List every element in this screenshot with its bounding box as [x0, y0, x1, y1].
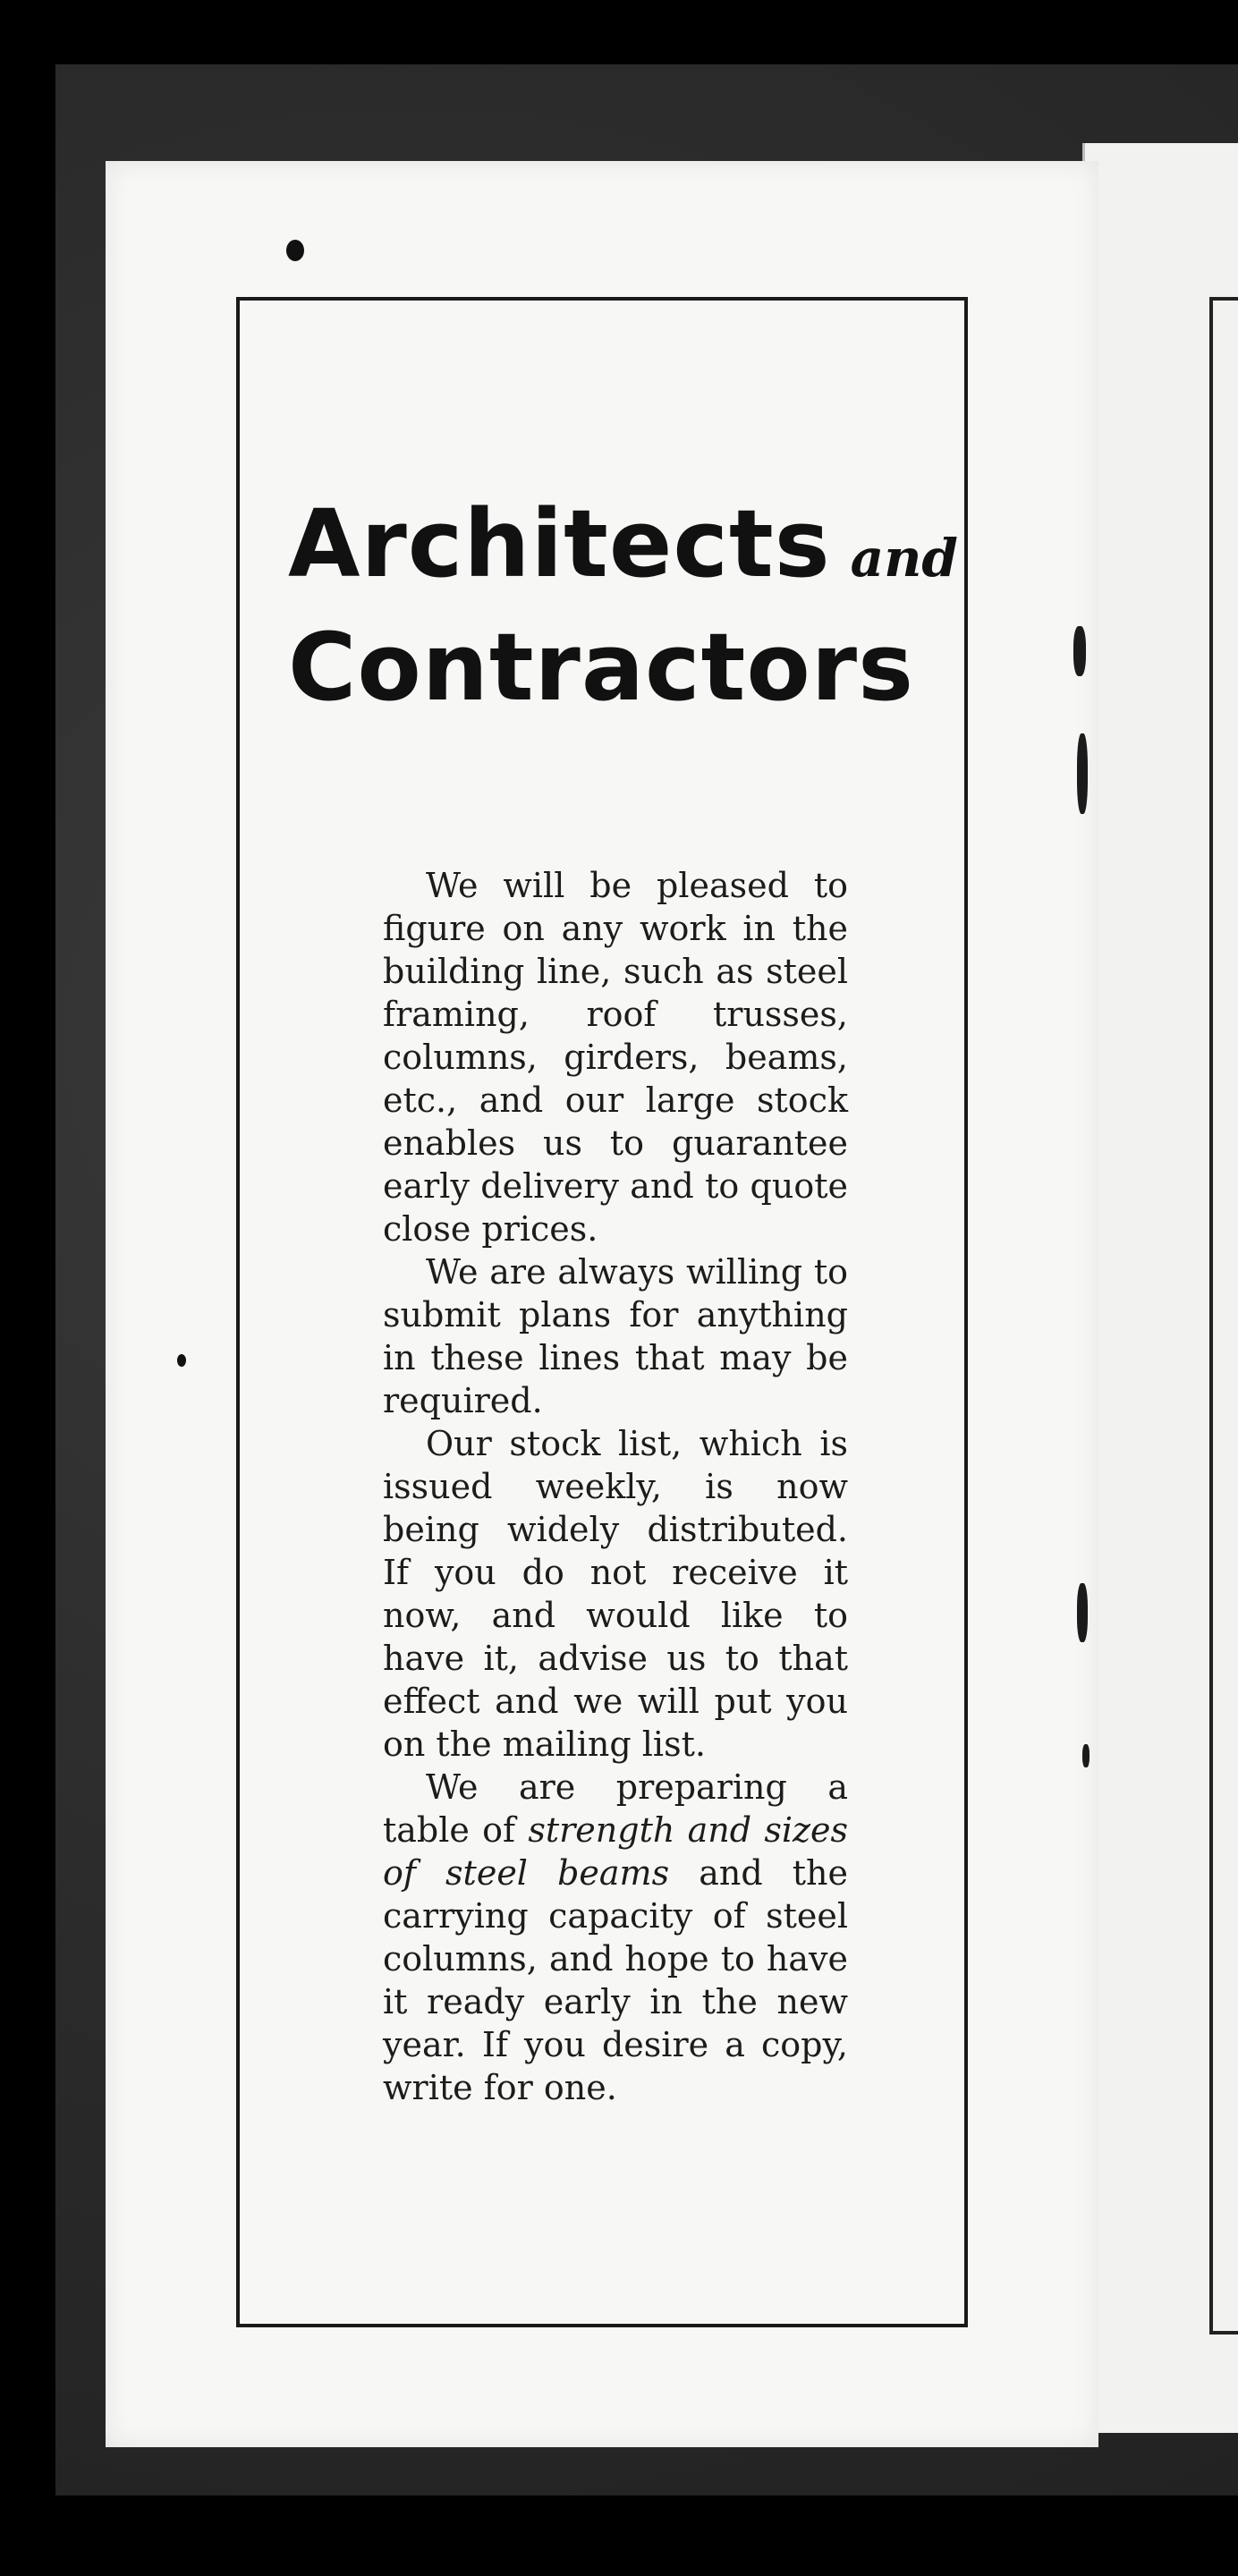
- facing-page-border: [1209, 297, 1238, 2334]
- page-heading: [288, 489, 958, 722]
- paragraph-text: and the carrying capacity of steel columns, and hope to have it ready early in the new year. If you desire a copy, write for one.: [383, 1853, 848, 2107]
- binding-mark: [1077, 733, 1088, 814]
- body-text: [383, 864, 848, 2109]
- paragraph: [383, 1766, 848, 2109]
- ink-speck: [177, 1354, 186, 1367]
- paragraph-text: We are preparing a table of: [383, 1767, 848, 1850]
- heading-contractors: Contractors: [288, 613, 914, 722]
- heading-and: and: [850, 528, 958, 589]
- heading-architects: Architects: [288, 489, 831, 598]
- binding-mark: [1077, 1583, 1088, 1642]
- ink-speck: [286, 240, 304, 261]
- binding-mark: [1073, 626, 1086, 676]
- paragraph: Our stock list, which is issued weekly, is now being widely distributed. If you do not receive it now, and would like to have it, advise us to that effect and we will put you on the mailing list.: [383, 1424, 848, 1764]
- binding-mark: [1082, 1744, 1090, 1767]
- emphasized-text: strength and sizes of steel beams: [383, 1810, 848, 1893]
- paragraph: We will be pleased to figure on any work in the building line, such as steel framing, roof trusses, columns, girders, beams, etc., and our large stock enables us to guarantee early delivery and to quote close prices.: [383, 866, 848, 1249]
- paragraph: We are always willing to submit plans for anything in these lines that may be required.: [383, 1252, 848, 1420]
